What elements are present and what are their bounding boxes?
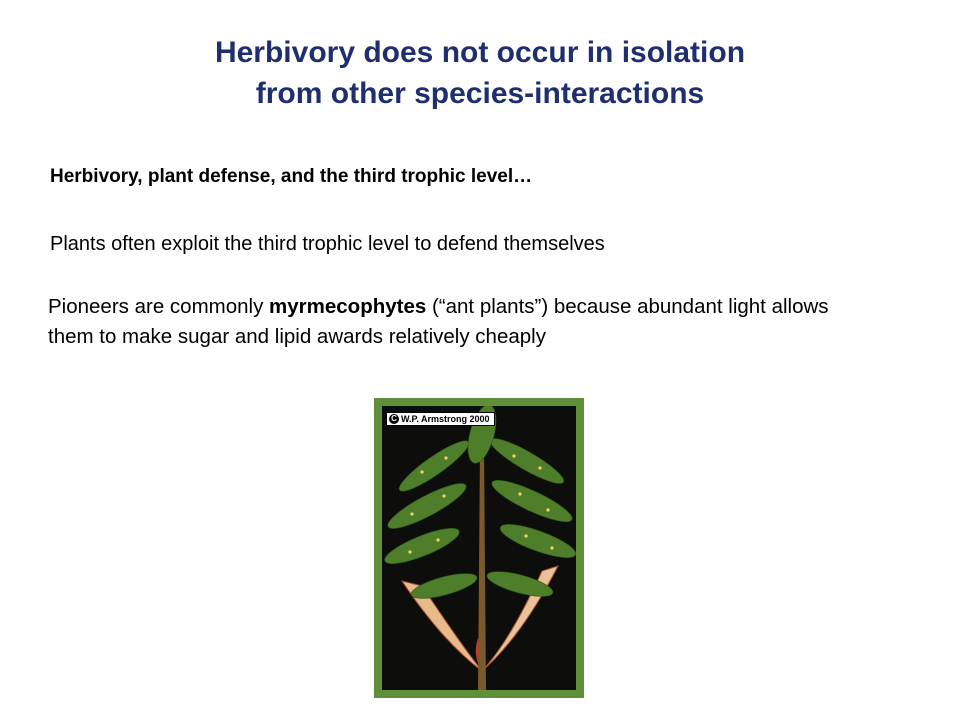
- copyright-text: W.P. Armstrong 2000: [401, 414, 490, 424]
- copyright-label: [386, 412, 495, 426]
- paragraph: [48, 292, 878, 352]
- paragraph-bold-term: myrmecophytes: [269, 295, 427, 318]
- paragraph-text-start: Pioneers are commonly: [48, 295, 270, 318]
- paragraph-text-end: (“ant plants”) because abundant light allows them to make sugar and lipid awards relatively cheaply: [48, 295, 829, 348]
- copyright-icon: C: [389, 414, 399, 424]
- title-line-1: Herbivory does not occur in isolation: [214, 36, 746, 69]
- subheading: Herbivory, plant defense, and the third trophic level…: [50, 166, 533, 187]
- acacia-photo-frame: [374, 398, 584, 698]
- statement-text: Plants often exploit the third trophic level to defend themselves: [50, 233, 605, 255]
- slide-title: [0, 32, 960, 114]
- acacia-photo: [382, 406, 576, 690]
- title-line-2: from other species-interactions: [255, 77, 705, 110]
